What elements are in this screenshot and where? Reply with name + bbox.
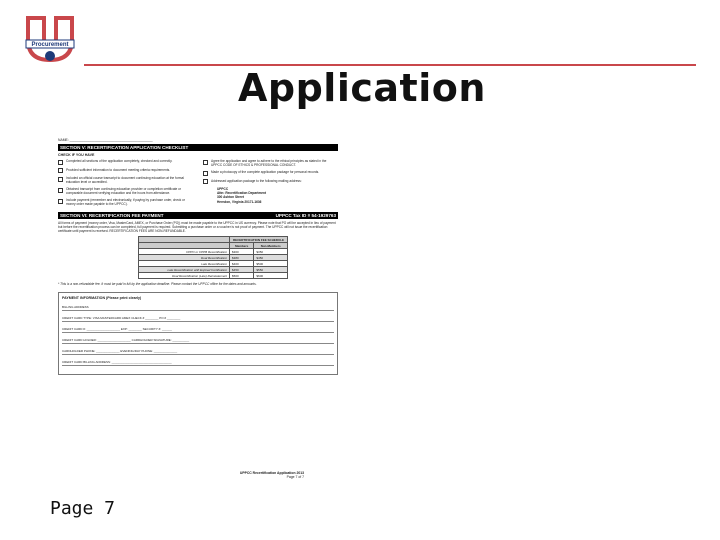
payment-line: CREDIT CARD BILLING ADDRESS: ____________________________________ <box>62 360 334 366</box>
fee-row: CPPO or CPPB Recertification $300 $350 <box>139 249 288 255</box>
checklist-item: Included an official course transcript to document continuing education at the formal education level or accredited. <box>58 176 193 184</box>
payment-header: PAYMENT INFORMATION (Please print clearly) <box>62 296 142 300</box>
check-label: CHECK IF YOU HAVE <box>58 153 95 157</box>
fee-row: Late Recertification $400 $500 <box>139 261 288 267</box>
fee-row: Late Recertification with Expired Certification $450 $550 <box>139 267 288 273</box>
fee-row: Dual Recertification $380 $450 <box>139 255 288 261</box>
svg-text:Procurement: Procurement <box>31 42 69 48</box>
name-field: NAME: ____________________________________________ <box>58 138 153 142</box>
checklist-item: Obtained transcript from continuing education provider or completion certificate or comparable document verifying education and the hours from attendance. <box>58 187 193 195</box>
section6-header: SECTION VI: RECERTIFICATION FEE PAYMENT UPPCC Tax ID # 54-1929763 <box>60 213 336 218</box>
checklist-item: Provided sufficient information to document meeting criteria requirements. <box>58 168 193 174</box>
document-footer: UPPCC Recertification Application 2013 Page 7 of 7 <box>239 471 304 479</box>
fee-body-text: All forms of payment (money order, Visa, MasterCard, AMEX, or Purchase Order (PO)) must be made payable to the UPPCC in US currency. Please note that PO will be accepted in lieu of payment but before the recertification process can be completed, full payment is required. Submitting a purchase order or a voucher is not proof of payment. The UPPCC will not issue the recertification certificate until payment is received. RECERTIFICATION FEES ARE NON-REFUNDABLE. <box>58 221 336 233</box>
payment-form <box>58 292 338 375</box>
checklist-item: Completed all sections of the application completely, checked and correctly. <box>58 159 193 165</box>
checklist-right <box>203 159 338 209</box>
mailing-address: UPPCC Attn: Recertification Department 300 Ashton Street Herndon, Virginia 20171-1636 <box>217 187 267 204</box>
payment-line: CREDIT CARD TYPE: VISA MASTERCARD AMEX CHECK # ________ PO # ________ <box>62 316 334 322</box>
section5-header: SECTION V: RECERTIFICATION APPLICATION CHECKLIST <box>58 144 338 151</box>
procurement-u-logo <box>24 14 76 64</box>
payment-line: CARDHOLDER PHONE: ______________ EVENING/DAY PHONE: ______________ <box>62 349 334 355</box>
page-number: Page 7 <box>50 498 116 519</box>
fee-footnote: * This is a non-refundable fee. It must be paid in full by the application deadline. Please contact the UPPCC office for the dates and amounts. <box>58 282 257 286</box>
payment-line: CREDIT CARD #: ____________________ EXP: ________ SECURITY #: ______ <box>62 327 334 333</box>
checklist-item: Agree the application and agree to adhere to the ethical principles as stated in the UPPCC CODE OF ETHICS & PROFESSIONAL CONDUCT. <box>203 159 338 167</box>
recertification-application-page <box>58 138 338 483</box>
fee-row: Dual Recertification (Late) Reinstatement $500 $600 <box>139 273 288 279</box>
checklist-item: Addressed application package to the following mailing address: <box>203 179 338 185</box>
payment-line: CREDIT CARD HOLDER: ____________________ CARDHOLDER SIGNATURE: __________ <box>62 338 334 344</box>
slide-title: Application <box>238 66 486 110</box>
checklist-item: Made a photocopy of the complete application package for personal records. <box>203 170 338 176</box>
checklist-item: Include payment (remember and electronically, if paying by purchase order, check or money order made payable to the UPPCC). <box>58 198 193 206</box>
checklist <box>58 159 338 209</box>
fee-table: RECERTIFICATION FEE SCHEDULE Members Non-Members CPPO or CPPB Recertification $300 $350 Dual Recertification $380 $450 Late Recertification $400 $500 Late Recertification with Expired Certification $450 $550 Dual Recertification (Late) Reinstatement $500 $600 <box>138 236 288 279</box>
checklist-left <box>58 159 193 209</box>
payment-line: BILLING ADDRESS <box>62 305 334 311</box>
